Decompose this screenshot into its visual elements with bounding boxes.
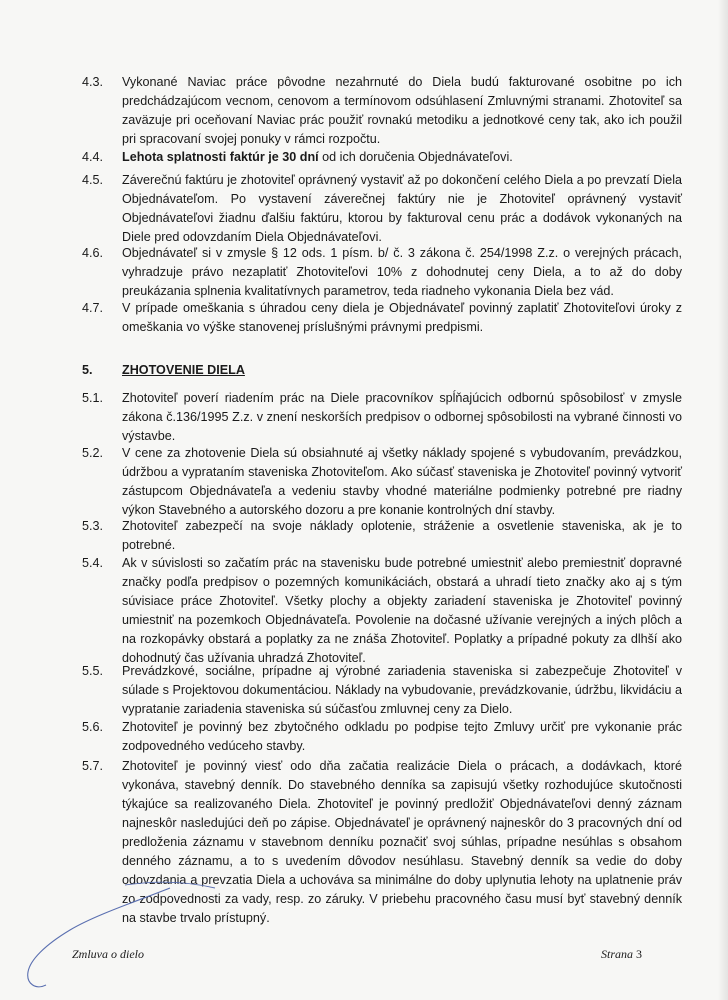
clause-text: Prevádzkové, sociálne, prípadne aj výrobné zariadenia staveniska si zabezpečuje Zhotoviteľ v súlade s Projektovou dokumentáciou. Náklady na vybudovanie, prevádzkovanie, údržbu, likvidáciu a vypratanie zariadenia staveniska sú súčasťou zmluvnej ceny za Dielo.: [122, 664, 682, 716]
clause-number: 4.4.: [82, 150, 104, 164]
clause-number: 4.3.: [82, 75, 104, 89]
clause-5-7: [82, 757, 682, 928]
footer-page-label: Strana: [601, 947, 634, 961]
clause-text: V cene za zhotovenie Diela sú obsiahnuté aj všetky náklady spojené s vybudovaním, prevádzkou, údržbou a vyprataním staveniska Zhotoviteľom. Ako súčasť staveniska je Zhotoviteľ povinný vytvoriť zástupcom Objednávateľa a vedeniu stavby vhodné materiálne podmienky potrebné pre riadny výkon Stavebného a autorského dozoru a pre konanie kontrolných dní stavby.: [122, 446, 682, 517]
clause-number: 5.3.: [82, 519, 104, 533]
clause-number: 5.5.: [82, 664, 104, 678]
clause-number: 5.4.: [82, 556, 104, 570]
clause-5-6: [82, 718, 682, 756]
clause-number: 4.5.: [82, 173, 104, 187]
clause-5-2: [82, 444, 682, 520]
scan-edge-shadow: [718, 0, 728, 1000]
clause-text: Zhotoviteľ zabezpečí na svoje náklady oplotenie, stráženie a osvetlenie staveniska, ak je to potrebné.: [122, 519, 682, 552]
payment-term-bold: Lehota splatnosti faktúr je 30 dní: [122, 150, 319, 164]
footer-page-indicator: [601, 947, 642, 962]
footer-document-title: Zmluva o dielo: [72, 947, 144, 961]
clause-text: Objednávateľ si v zmysle § 12 ods. 1 písm. b/ č. 3 zákona č. 254/1998 Z.z. o verejných prácach, vyhradzuje právo nezaplatiť Zhotoviteľovi 10% z dohodnutej ceny Diela, a to až do doby preukázania splnenia kvalitatívnych parametrov, teda riadneho vykonania Diela bez vád.: [122, 246, 682, 298]
clause-text: V prípade omeškania s úhradou ceny diela je Objednávateľ povinný zaplatiť Zhotoviteľovi úroky z omeškania vo výške stanovenej príslušnými právnymi predpismi.: [122, 301, 682, 334]
section-title: ZHOTOVENIE DIELA: [122, 363, 245, 377]
clause-text: [122, 148, 682, 167]
clause-4-6: [82, 244, 682, 301]
clause-4-4: [82, 148, 682, 167]
clause-text-rest: od ich doručenia Objednávateľovi.: [318, 150, 513, 164]
clause-number: 4.7.: [82, 301, 104, 315]
clause-number: 5.2.: [82, 446, 104, 460]
clause-5-4: [82, 554, 682, 668]
clause-text: Zhotoviteľ je povinný bez zbytočného odkladu po podpise tejto Zmluvy určiť pre vykonanie prác zodpovedného vedúceho stavby.: [122, 720, 682, 753]
clause-text: Ak v súvislosti so začatím prác na stavenisku bude potrebné umiestniť alebo premiestniť dopravné značky podľa predpisov o pozemných komunikáciách, obstará a uhradí tieto značky ako aj s tým súvisiace práce Zhotoviteľ. Všetky plochy a objekty zariadení staveniska je Zhotoviteľ povinný umiestniť na pozemkoch Objednávateľa. Povolenie na dočasné užívanie verejných a iných plôch a na rozkopávky obstará a poplatky za ne znáša Zhotoviteľ. Poplatky a prípadné pokuty za dlhší ako dohodnutý čas užívania uhradzá Zhotoviteľ.: [122, 556, 682, 665]
clause-number: 4.6.: [82, 246, 104, 260]
clause-text: Zhotoviteľ poverí riadením prác na Diele pracovníkov spĺňajúcich odbornú spôsobilosť v zmysle zákona č.136/1995 Z.z. v znení neskorších predpisov o odbornej spôsobilosti na vybrané činnosti vo výstavbe.: [122, 391, 682, 443]
clause-4-5: [82, 171, 682, 247]
clause-5-1: [82, 389, 682, 446]
clause-text: Vykonané Naviac práce pôvodne nezahrnuté do Diela budú fakturované osobitne po ich predchádzajúcom vecnom, cenovom a termínovom odsúhlasení Zmluvnými stranami. Zhotoviteľ sa zaväzuje pri oceňovaní Naviac prác použiť rovnakú metodiku a jednotkové ceny tak, ako ich použil pri spracovaní svojej ponuky v rámci rozpočtu.: [122, 75, 682, 146]
clause-text: Zhotoviteľ je povinný viesť odo dňa začatia realizácie Diela o prácach, a dodávkach, ktoré vykonáva, stavebný denník. Do stavebného denníka sa zapisujú všetky rozhodujúce skutočnosti týkajúce sa realizovaného Diela. Zhotoviteľ je povinný predložiť Objednávateľovi denný záznam najneskôr nasledujúci deň po zápise. Objednávateľ je oprávnený najneskôr do 3 pracovných dní od predloženia záznamu v stavebnom denníku poznačiť svoj súhlas, prípadne nesúhlas s obsahom denného záznamu, a to s uvedením dôvodov nesúhlasu. Stavebný denník sa vedie do doby odovzdania a prevzatia Diela a uchováva sa minimálne do doby uplynutia lehoty na uplatnenie práv zo zodpovednosti za vady, resp. zo záruky. V priebehu pracovného času musí byť stavebný denník na stavbe trvalo prístupný.: [122, 759, 682, 925]
clause-number: 5.1.: [82, 391, 104, 405]
clause-4-3: [82, 73, 682, 149]
footer-page-number: 3: [636, 947, 643, 961]
section-heading: [82, 361, 245, 380]
section-number: 5.: [82, 363, 93, 377]
clause-5-3: [82, 517, 682, 555]
clause-number: 5.7.: [82, 759, 104, 773]
clause-text: Záverečnú faktúru je zhotoviteľ oprávnený vystaviť až po dokončení celého Diela a po prevzatí Diela Objednávateľom. Po vystavení záverečnej faktúry nie je Zhotoviteľ oprávnený vystaviť Objednávateľovi žiadnu ďalšiu faktúru, ktorou by fakturoval cenu prác a dodávok vykonaných na Diele pred odovzdaním Diela Objednávateľovi.: [122, 173, 682, 244]
clause-number: 5.6.: [82, 720, 104, 734]
clause-4-7: [82, 299, 682, 337]
clause-5-5: [82, 662, 682, 719]
